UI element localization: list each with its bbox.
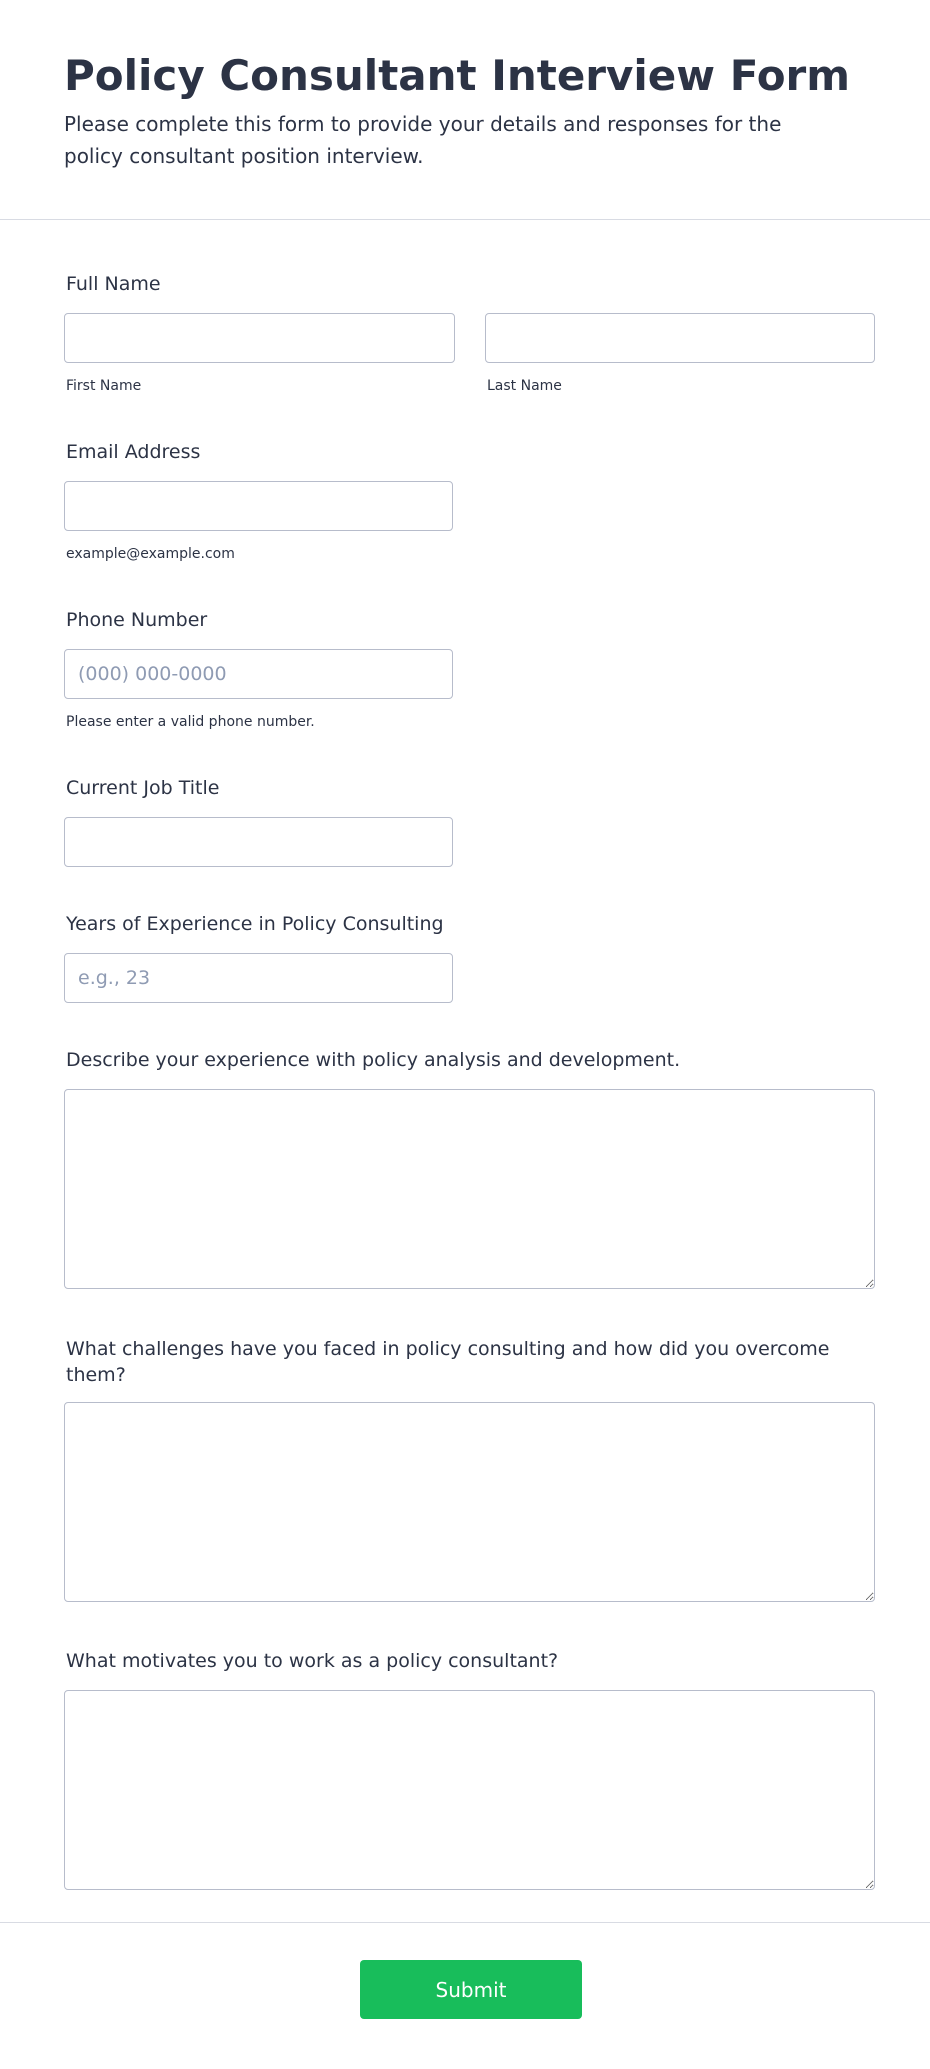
email-label: Email Address	[66, 441, 201, 463]
header-divider	[0, 219, 930, 220]
form-title: Policy Consultant Interview Form	[64, 51, 851, 100]
policy-experience-label: Describe your experience with policy analysis and development.	[66, 1049, 681, 1071]
email-input[interactable]	[64, 481, 453, 531]
motivation-textarea[interactable]	[64, 1690, 875, 1890]
challenges-label: What challenges have you faced in policy consulting and how did you overcome them?	[66, 1338, 830, 1386]
experience-years-label: Years of Experience in Policy Consulting	[66, 913, 444, 935]
first-name-input[interactable]	[64, 313, 455, 363]
form-description: Please complete this form to provide your details and responses for the policy consultant position interview.	[64, 112, 782, 168]
phone-input[interactable]	[64, 649, 453, 699]
email-sublabel: example@example.com	[66, 546, 235, 562]
last-name-sublabel: Last Name	[487, 378, 562, 394]
phone-sublabel: Please enter a valid phone number.	[66, 714, 315, 730]
form-header	[64, 50, 851, 172]
policy-experience-textarea[interactable]	[64, 1089, 875, 1289]
full-name-label: Full Name	[66, 273, 161, 295]
challenges-textarea[interactable]	[64, 1402, 875, 1602]
motivation-label: What motivates you to work as a policy consultant?	[66, 1650, 559, 1672]
job-title-input[interactable]	[64, 817, 453, 867]
job-title-label: Current Job Title	[66, 777, 220, 799]
experience-years-input[interactable]	[64, 953, 453, 1003]
submit-button[interactable]: Submit	[360, 1960, 582, 2019]
first-name-sublabel: First Name	[66, 378, 142, 394]
footer-divider	[0, 1922, 930, 1923]
phone-label: Phone Number	[66, 609, 208, 631]
last-name-input[interactable]	[485, 313, 875, 363]
